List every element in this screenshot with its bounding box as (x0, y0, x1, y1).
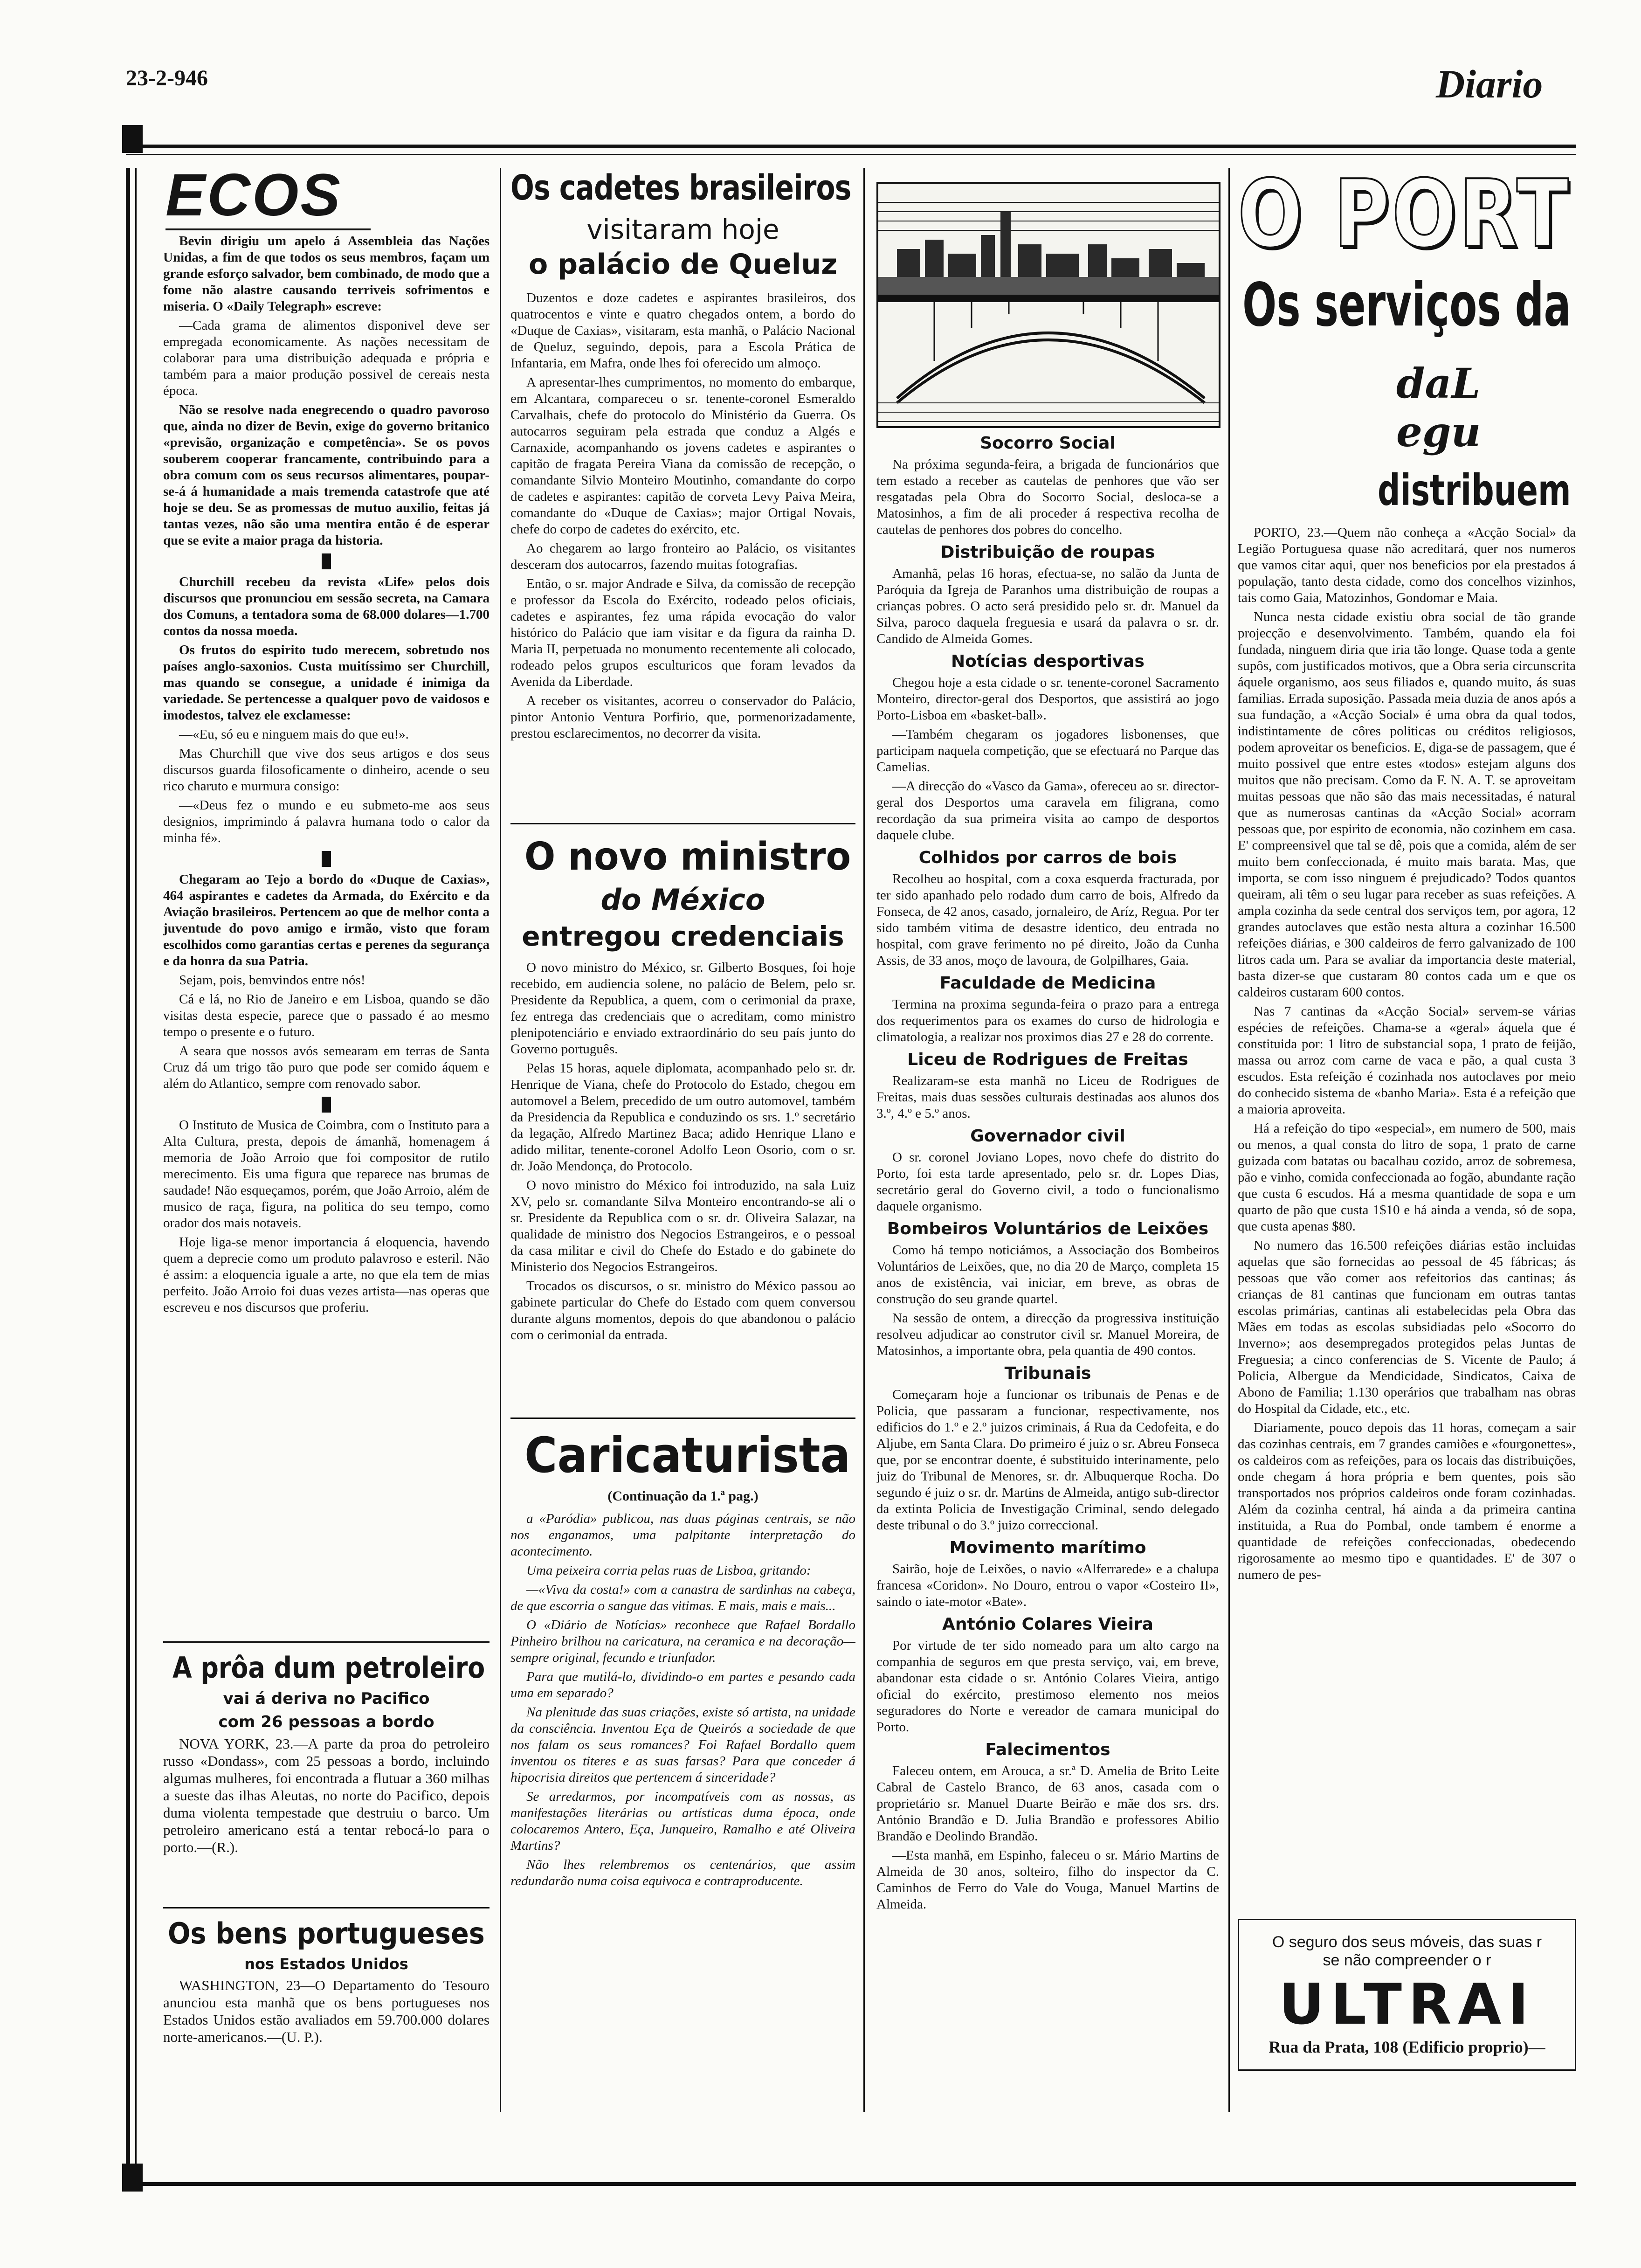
header-rule-bottom (126, 154, 1576, 155)
caricaturista-paragraph: Na plenitude das suas criações, existe só artista, na unidade da consciência. Inventou Eça de Queirós a sociedade de que nos falam os seus romances? Foi Rafael Bordallo quem inventou os titeres e as suas farsas? Para que conceder á hipocrisia direitos que pertencem á sinceridade? (510, 1705, 855, 1785)
caricaturista-paragraph: Não lhes relembremos os centenários, que assim redundarão numa coisa equivoca e contraproducente. (510, 1857, 855, 1888)
page-date: 23-2-946 (126, 66, 208, 90)
bens-article (163, 1916, 490, 2159)
section-title: Liceu de Rodrigues de Freitas (907, 1050, 1188, 1069)
section-rule (163, 1641, 490, 1643)
cadetes-headline: Os cadetes brasileiros (510, 168, 851, 208)
section-title: Falecimentos (985, 1740, 1110, 1759)
news-paragraph: Por virtude de ter sido nomeado para um alto cargo na companhia de seguros em que presta serviço, vai, em breve, abandonar esta cidade o sr. António Colares Vieira, antigo oficial do exército, prestimoso elemento nos meios seguradores do Norte e vereador de camara municipal do Porto. (876, 1638, 1219, 1735)
ministro-paragraph: O novo ministro do México, sr. Gilberto Bosques, foi hoje recebido, em audiencia solene, no palácio de Belem, pelo sr. Presidente da Republica, a quem, com o cerimonial da praxe, fez entrega das credenciais que o acreditam, como ministro plenipotenciário e enviado extraordinário do seu país junto do Governo português. (510, 960, 855, 1057)
ecos-paragraph: Churchill recebeu da revista «Life» pelos dois discursos que pronunciou em sessão secreta, na Camara dos Comuns, a tentadora soma de 68.000 dolares—1.700 contos da nossa moeda. (163, 574, 490, 638)
ecos-title-underline (165, 228, 371, 230)
ad-address: Rua da Prata, 108 (Edificio proprio)— (1269, 2038, 1545, 2056)
petroleiro-subhead: vai á deriva no Pacifico (223, 1689, 430, 1708)
caricaturista-continued: (Continuação da 1.ª pag.) (607, 1488, 758, 1504)
cadetes-subhead: visitaram hoje (586, 214, 779, 245)
section-title: Colhidos por carros de bois (918, 848, 1177, 867)
porto-paragraph: No numero das 16.500 refeições diárias estão incluidas aquelas que são fornecidas ao pessoal de 45 fábricas; ás pessoas que vão comer aos refeitorios das cantinas; ás crianças de 81 cantinas que funcionam em outras tantas escolas primárias, cantinas ali estabelecidas pela Obra das Mães em todas as escolas subsidiadas pelo «Socorro do Inverno»; aos desempregados protegidos pelas Juntas de Freguesia; a cinco conferencias de S. Vicente de Paulo; á Policia, Albergue da Mendicidade, Sindicatos, Caixa de Abono de Familia; 1.130 operários que trabalham nas obras do Hospital da Cidade, etc., etc. (1238, 1238, 1576, 1416)
section-rule (163, 1907, 490, 1908)
porto-paragraph: PORTO, 23.—Quem não conheça a «Acção Social» da Legião Portuguesa quase não acreditará, quer nos numeros que vamos citar aqui, quer nos beneficios por ela prestados á população, tanto desta cidade, como dos concelhos vizinhos, tais como Gaia, Matozinhos, Gondomar e Maia. (1238, 525, 1576, 605)
news-paragraph: Como há tempo noticiámos, a Associação dos Bombeiros Voluntários de Leixões, que, no dia 20 de Março, completa 15 anos de existência, vai iniciar, em breve, as obras de construção do seu grande quartel. (876, 1243, 1219, 1307)
porto-banner: O PORT (1238, 168, 1571, 269)
ecos-title: ECOS (165, 162, 342, 228)
porto-distribuem: distribuem (1378, 465, 1571, 515)
porto-news-column (876, 429, 1219, 2164)
bens-headline: Os bens portugueses (168, 1916, 485, 1950)
left-margin-rule (126, 168, 130, 2173)
section-title: Notícias desportivas (951, 652, 1145, 671)
porto-paragraph: Há a refeição do tipo «especial», em numero de 500, mais ou menos, a qual consta do litro de sopa, 1 prato de carne guizada com batatas ou bacalhau cozido, arroz de sobremesa, pão e vinho, comida confeccionada ao fogão, abundante ração que custa 6 escudos. Há a mesma quantidade de sopa e um quarto de pão que custa 1$10 e há ainda a venda, só de sopa, que custa apenas $80. (1238, 1121, 1576, 1234)
news-paragraph: Chegou hoje a esta cidade o sr. tenente-coronel Sacramento Monteiro, director-geral dos Desportos, que assistirá ao jogo Porto-Lisboa em «basket-ball». (876, 675, 1219, 723)
bens-subhead: nos Estados Unidos (244, 1955, 408, 1973)
section-title: Faculdade de Medicina (939, 974, 1156, 993)
caricaturista-paragraph: a «Paródia» publicou, nas duas páginas centrais, se não nos enganamos, uma palpitante interpretação do acontecimento. (510, 1511, 855, 1559)
petroleiro-subhead: com 26 pessoas a bordo (218, 1713, 434, 1731)
ecos-paragraph: —«Eu, só eu e ninguem mais do que eu!». (179, 727, 409, 742)
caricaturista-paragraph: Uma peixeira corria pelas ruas de Lisboa, gritando: (526, 1563, 811, 1578)
left-margin-rule-thin (135, 168, 137, 2173)
separator-mark-icon (322, 553, 331, 569)
news-paragraph: —Também chegaram os jogadores lisbonenses, que participam naquela competição, que se efectuará no Parque das Camelias. (876, 727, 1219, 774)
corner-block-bottom (122, 2164, 143, 2192)
ecos-paragraph: Bevin dirigiu um apelo á Assembleia das Nações Unidas, a fim de que todos os seus membros, façam um grande esforço salvador, bem combinado, de modo que a fome não alastre causando terriveis sofrimentos e miseria. O «Daily Telegraph» escreve: (163, 234, 490, 314)
section-title: Tribunais (1004, 1364, 1091, 1383)
cadetes-article (510, 168, 855, 821)
ministro-paragraph: O novo ministro do México foi introduzido, na sala Luiz XV, pelo sr. comandante Silva Monteiro encontrando-se ali o sr. Presidente da Republica com o sr. dr. Oliveira Salazar, na qualidade de ministro dos Negocios Estrangeiros, e o pessoal da casa militar e civil do Chefe do Estado e do gabinete do Ministerio dos Negocios Estrangeiros. (510, 1178, 855, 1274)
column-divider-2 (863, 168, 865, 2112)
ecos-paragraph: Hoje liga-se menor importancia á eloquencia, havendo quem a deprecie como um produto palavroso e esteril. Não é assim: a eloquencia iguale a arte, no que ela tem de mias perfeito. João Arroio foi duas vezes artista—nas operas que escreveu e nos discursos que proferiu. (163, 1235, 490, 1315)
porto-paragraph: Nas 7 cantinas da «Acção Social» servem-se várias espécies de refeições. Chama-se a «geral» áquela que é constituida por: 1 litro de substancial sopa, 1 prato de feijão, massa ou arroz com carne de vaca e pão, a qual custa 3 escudos. Esta refeição é cozinhada nos autoclaves por meio do conhecido sistema de «banho Maria». Esta é a refeição que a maioria aproveita. (1238, 1004, 1576, 1117)
cadetes-paragraph: Duzentos e doze cadetes e aspirantes brasileiros, dos quatrocentos e vinte e quatro chegados ontem, a bordo do «Duque de Caxias», visitaram, esta manhã, o Palácio Nacional de Queluz, seguindo, depois, para a Escola Prática de Infantaria, em Mafra, onde lhes foi oferecido um almoço. (510, 290, 855, 371)
section-rule (510, 823, 855, 824)
corner-block-top (122, 125, 143, 153)
news-paragraph: Amanhã, pelas 16 horas, efectua-se, no salão da Junta de Paróquia da Igreja de Paranhos uma distribuição de roupas a crianças pobres. O acto será presidido pelo sr. dr. Manuel da Silva, paroco daquela freguesia e usará da palavra o sr. dr. Candido de Almeida Gomes. (876, 566, 1219, 646)
caricaturista-paragraph: —«Viva da costa!» com a canastra de sardinhas na cabeça, de que escorria o sangue das vitimas. E mais, mais e mais... (510, 1582, 855, 1613)
news-paragraph: Começaram hoje a funcionar os tribunais de Penas e de Policia, que passaram a funcionar, respectivamente, nos edificios do 1.º e 2.º juizos criminais, á Rua da Cedofeita, e do Aljube, em Santa Clara. Do primeiro é juiz o sr. Abreu Fonseca que, por se encontrar doente, é substituido interinamente, pelo juiz do Tribunal de Menores, sr. dr. Albuquerque Rocha. Do segundo é juiz o sr. dr. Martins de Almeida, antigo sub-director da extinta Policia de Investigação Criminal, sendo delegado deste tribunal o do 3.º juizo correccional. (876, 1387, 1219, 1533)
ultra-advertisement (1238, 1919, 1576, 2071)
bens-body: WASHINGTON, 23—O Departamento do Tesouro anunciou esta manhã que os bens portugueses nos Estados Unidos estão avaliados em 59.700.000 dolares norte-americanos.—(U. P.). (163, 1977, 490, 2045)
ministro-paragraph: Trocados os discursos, o sr. ministro do México passou ao gabinete particular do Chefe do Estado com quem conversou durante alguns momentos, depois do que abandonou o palácio com o cerimonial da entrada. (510, 1279, 855, 1342)
caricaturista-paragraph: Para que mutilá-lo, dividindo-o em partes e pesando cada uma em separado? (510, 1669, 855, 1701)
caricaturista-paragraph: O «Diário de Notícias» reconhece que Rafael Bordallo Pinheiro brilhou na caricatura, na ceramica e na decoração—sempre original, fecundo e triunfador. (510, 1618, 855, 1665)
cadetes-paragraph: A apresentar-lhes cumprimentos, no momento do embarque, em Alcantara, compareceu o sr. tenente-coronel Esmeraldo Carvalhais, chefe do protocolo do Ministério da Guerra. Os autocarros seguiram pela estrada que conduz a Algés e Carnaxide, acompanhando os jovens cadetes e aspirantes o capitão de fragata Pereira Viana da comissão de recepção, o comandante Silvio Monteiro Moutinho, comandante do corpo de cadetes e aspirantes: capitão de corveta Levy Paiva Meira, comandante do «Duque de Caxias»; major Ortigal Novais, chefe do corpo de cadetes do exército, etc. (510, 375, 855, 537)
ecos-paragraph: Chegaram ao Tejo a bordo do «Duque de Caxias», 464 aspirantes e cadetes da Armada, do Exército e da Aviação brasileiros. Pertencem ao que de melhor conta a juventude do povo amigo e irmão, visto que foram escolhidos como garantias certas e perenes da segurança e da honra da sua Patria. (163, 872, 490, 968)
ecos-paragraph: Não se resolve nada enegrecendo o quadro pavoroso que, ainda no dizer de Bevin, exige do governo britanico «previsão, organização e competência». Se os povos souberem cooperar francamente, contribuindo para a obra comum com os seus recursos alimentares, poupar-se-á á humanidade a mais tremenda catastrofe que até hoje se deu. Se as promessas de mutuo auxilio, feitas já tantas vezes, não são uma mentira então é de esperar que se evite a maior praga da historia. (163, 402, 490, 548)
news-paragraph: Na sessão de ontem, a direcção da progressiva instituição resolveu adjudicar ao construtor civil sr. Manuel Moreira, de Matosinhos, a importante obra, pela quantia de 490 contos. (876, 1311, 1219, 1358)
news-paragraph: Faleceu ontem, em Arouca, a sr.ª D. Amelia de Brito Leite Cabral de Castelo Branco, de 63 anos, casada com o proprietário sr. Manuel Duarte Beirão e mãe dos srs. drs. António Brandão e D. Julia Brandão e professores Abilio Brandão e Deolindo Brandão. (876, 1763, 1219, 1844)
section-rule (510, 1418, 855, 1419)
porto-headline: Os serviços da (1242, 270, 1571, 340)
news-paragraph: Sairão, hoje de Leixões, o navio «Alferrarede» e a chalupa francesa «Coridon». No Douro, entrou o vapor «Costeiro II», saindo o iate-motor «Bate». (876, 1562, 1219, 1609)
ecos-paragraph: Sejam, pois, bemvindos entre nós! (179, 973, 365, 988)
porto-bridge-illustration (876, 182, 1220, 428)
news-paragraph: Termina na proxima segunda-feira o prazo para a entrega dos requerimentos para os exames do curso de hidrologia e climatologia, a realizar nos proximos dias 27 e 28 do corrente. (876, 997, 1219, 1044)
ministro-article (510, 835, 855, 1427)
ad-line: O seguro dos seus móveis, das suas r (1272, 1933, 1542, 1951)
petroleiro-article (163, 1651, 490, 1912)
masthead: Diario (1436, 62, 1543, 106)
separator-mark-icon (322, 1097, 331, 1113)
news-paragraph: Recolheu ao hospital, com a coxa esquerda fracturada, por ter sido apanhado pelo rodado dum carro de bois, Alfredo da Fonseca, de 42 anos, casado, jornaleiro, de Aríz, Regua. Por ter sido também vitima de desastre identico, deu entrada no hospital, com grave ferimento no pé direito, João da Cunha Assis, de 33 anos, moço de lavoura, de Golpilhares, Gaia. (876, 871, 1219, 968)
ecos-paragraph: A seara que nossos avós semearam em terras de Santa Cruz dá um trigo tão puro que pode ser comido áquem e além do Atlantico, sempre com renovado sabor. (163, 1044, 490, 1091)
section-title: Bombeiros Voluntários de Leixões (887, 1219, 1209, 1238)
ministro-subhead: entregou credenciais (522, 920, 844, 952)
porto-paragraph: Nunca nesta cidade existiu obra social de tão grande projecção e desenvolvimento. Também, quando ela foi fundada, ninguem diria que iria tão longe. Quase toda a gente supôs, com justificados motivos, que a Obra seria circunscrita áquele organismo, aos seus filiados e, quando muito, ás suas familias. Errada suposição. Passada meia duzia de anos após a sua fundação, a «Acção Social» é uma obra da qual todos, indistintamente de côres politicas ou créditos religiosos, podem aproveitar os beneficios. E, diga-se de passagem, que é muito possivel que entre estes «todos» estejam alguns dos muitos que não precisam. Como da F. N. A. T. se aproveitam muitas pessoas que não são das mais necessitadas, é natural que as numerosas cantinas da «Acção Social» acorram pessoas que, por espirito de economia, não cozinhem em casa. E' compreensivel que tal se dê, pois que a comida, além de ser muito bem confeccionada, é muito mais barata. Mas, que importa, se com isso ninguem é prejudicado? Todos quantos queiram, ali têm o seu lugar para receber as suas refeições. A ampla cozinha da sede central dos serviços tem, por agora, 12 grandes autoclaves que estão nesta altura a cozinhar 16.500 refeições diárias, e 300 caldeiros de ferro galvanizado de 100 litros cada um. Para se avaliar da importancia deste material, basta dizer-se que custaram 80 contos cada um e que os caldeiros custaram 600 contos. (1238, 609, 1576, 1000)
section-title: Distribuição de roupas (940, 543, 1155, 562)
news-paragraph: O sr. coronel Joviano Lopes, novo chefe do distrito do Porto, foi esta tarde apresentado, pelo sr. dr. Lopes Dias, secretário geral do Governo civil, a todo o funcionalismo daquele organismo. (876, 1150, 1219, 1214)
separator-mark-icon (322, 851, 331, 867)
header-rule-top (126, 145, 1576, 148)
section-title: Governador civil (970, 1127, 1125, 1146)
section-title: Socorro Social (980, 434, 1116, 453)
caricaturista-paragraph: Se arredarmos, por incompatíveis com as nossas, as manifestações literárias ou artísticas duma época, onde colocaremos Antero, Eça, Junqueiro, Ramalho e até Oliveira Martins? (510, 1789, 855, 1853)
ad-line: se não compreender o r (1323, 1951, 1491, 1969)
ecos-paragraph: —Cada grama de alimentos disponivel deve ser empregada economicamente. As nações necessitam de colaborar para uma distribuição adequada e própria e também para a maior produção possivel de cereais nesta época. (163, 318, 490, 398)
ecos-paragraph: Os frutos do espirito tudo merecem, sobretudo nos países anglo-saxonios. Custa muitíssimo ser Churchill, mas quando se consegue, a unidade é inimiga da variedade. Se pertencesse a qualquer povo de vaidosos e imodestos, talvez ele exclamesse: (163, 643, 490, 723)
news-paragraph: —Esta manhã, em Espinho, faleceu o sr. Mário Martins de Almeida de 30 anos, solteiro, filho do inspector da C. Caminhos de Ferro do Vale do Vouga, Manuel Martins de Almeida. (876, 1848, 1219, 1912)
section-title: António Colares Vieira (942, 1615, 1153, 1634)
ecos-paragraph: Cá e lá, no Rio de Janeiro e em Lisboa, quando se dão visitas desta especie, parece que o passado é ao mesmo tempo o presente e o futuro. (163, 992, 490, 1039)
ecos-paragraph: O Instituto de Musica de Coimbra, com o Instituto para a Alta Cultura, presta, depois de ámanhã, homenagem á memoria de João Arroio que foi compositor de rutilo merecimento. Eis uma figura que reparece nas brumas de saudade! Não esqueçamos, porém, que João Arroio, além de musico de raça, figura, na politica do seu tempo, como orador dos mais notaveis. (163, 1118, 490, 1231)
news-paragraph: —A direcção do «Vasco da Gama», ofereceu ao sr. director-geral dos Desportos uma caravela em filigrana, como recordação da sua primeira visita ao campo de desportos daquele clube. (876, 779, 1219, 843)
porto-feature (1238, 168, 1576, 1912)
ad-brand: ULTRAI (1279, 1972, 1535, 2037)
column-divider-1 (500, 168, 501, 2112)
ecos-column (163, 233, 490, 1627)
cadetes-paragraph: Então, o sr. major Andrade e Silva, da comissão de recepção e professor da Escola do Exército, rodeado pelos oficiais, cadetes e aspirantes, fez uma rápida evocação do valor histórico do Palácio que iam visitar e da figura da rainha D. Maria II, perpetuada no monumento recentemente ali colocado, rodeado pelos grupos esculturicos que foram levados da Avenida da Liberdade. (510, 576, 855, 689)
news-paragraph: Realizaram-se esta manhã no Liceu de Rodrigues de Freitas, mais duas sessões culturais destinadas aos alunos dos 3.º, 4.º e 5.º anos. (876, 1073, 1219, 1121)
cadetes-paragraph: Ao chegarem ao largo fronteiro ao Palácio, os visitantes desceram dos autocarros, fazendo muitas fotografias. (510, 541, 855, 572)
caricaturista-article (510, 1427, 855, 2164)
porto-italic-line: daL egu (1396, 359, 1481, 456)
section-title: Movimento marítimo (949, 1538, 1146, 1557)
ministro-headline: O novo ministro (524, 835, 851, 879)
cadetes-paragraph: A receber os visitantes, acorreu o conservador do Palácio, pintor Antonio Ventura Porfirio, que, pormenorizadamente, prestou esclarecimentos, no decorrer da visita. (510, 693, 855, 741)
petroleiro-body: NOVA YORK, 23.—A parte da proa do petroleiro russo «Dondass», com 25 pessoas a bordo, incluindo algumas mulheres, foi encontrada a flutuar a 360 milhas a sueste das ilhas Aleutas, no norte do Pacifico, depois duma violenta tempestade que destruiu o barco. Um petroleiro americano está a tentar rebocá-lo para o porto.—(R.). (163, 1736, 490, 1855)
column-divider-3 (1228, 168, 1230, 2112)
ministro-subhead: do México (600, 883, 765, 917)
caricaturista-headline: Caricaturista (524, 1427, 851, 1484)
news-paragraph: Na próxima segunda-feira, a brigada de funcionários que tem estado a receber as cautelas de penhores que vão ser resgatadas pela Obra do Socorro Social, desloca-se a Matosinhos, a fim de ali proceder á respectiva recolha de cautelas de penhores dos pobres do concelho. (876, 457, 1219, 537)
footer-rule (126, 2182, 1576, 2186)
petroleiro-headline: A prôa dum petroleiro (172, 1651, 485, 1685)
ecos-paragraph: —«Deus fez o mundo e eu submeto-me aos seus designios, imprimindo á palavra humana todo o calor da minha fé». (163, 798, 490, 845)
ministro-paragraph: Pelas 15 horas, aquele diplomata, acompanhado pelo sr. dr. Henrique de Viana, chefe do Protocolo do Estado, chegou em automovel a Belem, precedido de um outro automovel, também da Presidencia da Republica e conduzindo os srs. 1.º secretário da legação, Alfredo Martinez Baca; adido Henrique Llano e adido militar, tenente-coronel Adolfo Leon Osorio, com o sr. dr. João Mendonça, do Protocolo. (510, 1061, 855, 1174)
porto-paragraph: Diariamente, pouco depois das 11 horas, começam a sair das cozinhas centrais, em 7 grandes camiões e «fourgonettes», os caldeiros com as refeições, para os locais das distribuições, onde chegam á hora própria e bem quentes, pois são transportados nos próprios caldeiros onde foram cozinhadas. Além da cozinha central, há ainda a da primeira cantina instituida, a Rua do Pombal, onde tambem é enorme a quantidade de refeições confeccionadas, obedecendo rigorosamente ao mesmo tipo e quantidades. E' de 307 o numero de pes- (1238, 1420, 1576, 1582)
ecos-paragraph: Mas Churchill que vive dos seus artigos e dos seus discursos guarda filosoficamente o dinheiro, acende o seu rico charuto e murmura consigo: (163, 746, 490, 794)
cadetes-subhead: o palácio de Queluz (529, 248, 837, 281)
